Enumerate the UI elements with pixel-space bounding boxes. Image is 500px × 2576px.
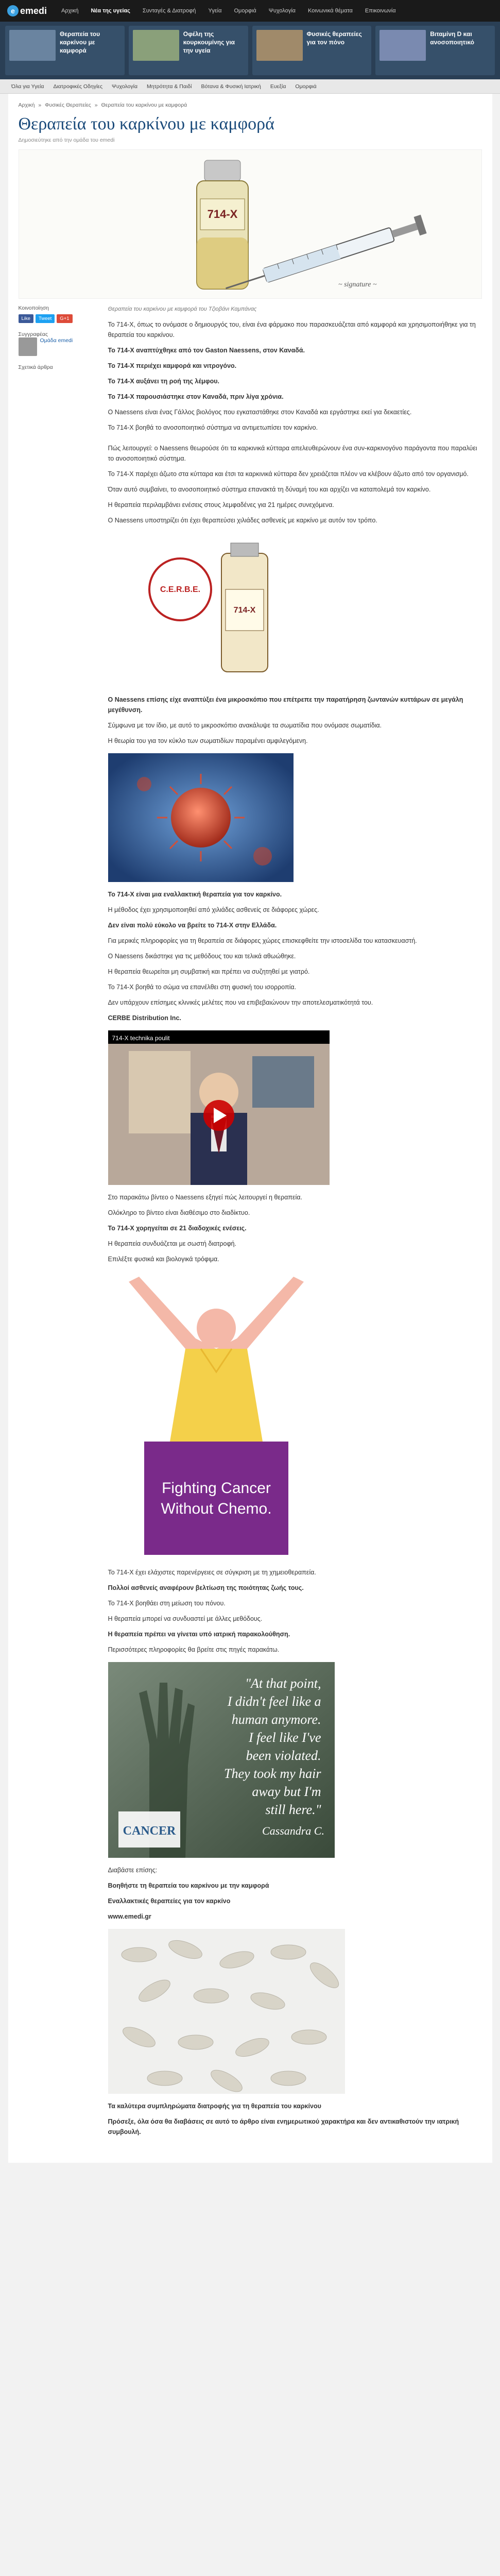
quote-image bbox=[108, 1662, 335, 1858]
paragraph: Η θεωρία του για τον κύκλο των σωματιδίων παραμένει αμφιλεγόμενη. bbox=[108, 737, 308, 744]
paragraph: Όταν αυτό συμβαίνει, το ανοσοποιητικό σύστημα επανακτά τη δύναμή του και αρχίζει να καταπολεμά τον καρκίνο. bbox=[108, 485, 431, 493]
quote-author: Cassandra C. bbox=[262, 1824, 324, 1837]
logo-text: emedi bbox=[20, 5, 47, 16]
promo-thumbnail bbox=[133, 30, 179, 61]
article-layout bbox=[19, 305, 482, 2142]
subnav-item[interactable]: Ευεξία bbox=[270, 83, 286, 90]
video-label: CERBE Distribution Inc. bbox=[108, 1014, 181, 1022]
vial-syringe-illustration bbox=[19, 150, 482, 299]
subnav-item[interactable]: Ψυχολογία bbox=[112, 83, 138, 90]
paragraph: Ο Naessens υποστηρίζει ότι έχει θεραπεύσει χιλιάδες ασθενείς με καρκίνο με αυτόν τον τρόπο. bbox=[108, 516, 377, 524]
nav-item-beauty[interactable]: Ομορφιά bbox=[234, 8, 256, 14]
related-link[interactable]: www.emedi.gr bbox=[108, 1912, 151, 1920]
disclaimer: Πρόσεξε, όλα όσα θα διαβάσεις σε αυτό το άρθρο είναι ενημερωτικού χαρακτήρα και δεν αντικαθιστούν την ιατρική συμβουλή. bbox=[108, 2117, 459, 2136]
nav-item-psychology[interactable]: Ψυχολογία bbox=[268, 8, 296, 14]
figure-poster bbox=[108, 1272, 482, 1560]
svg-text:714-X: 714-X bbox=[233, 605, 255, 615]
related-link[interactable]: Εναλλακτικές θεραπείες για τον καρκίνο bbox=[108, 1897, 231, 1905]
quote-line: still here." bbox=[265, 1802, 321, 1817]
paragraph: Ο Naessens είναι ένας Γάλλος βιολόγος που εγκαταστάθηκε στον Καναδά και εργάστηκε εκεί για δεκαετίες. bbox=[108, 408, 412, 416]
quote-line: human anymore. bbox=[231, 1711, 321, 1727]
paragraph: Διαβάστε επίσης: bbox=[108, 1866, 158, 1874]
nav-item-contact[interactable]: Επικοινωνία bbox=[365, 8, 396, 14]
promo-title: Οφέλη της κουρκουμίνης για την υγεία bbox=[183, 30, 235, 55]
promo-card[interactable] bbox=[5, 26, 125, 75]
quote-line: I feel like I've bbox=[248, 1730, 321, 1745]
paragraph: Το 714-Χ αναπτύχθηκε από τον Gaston Naessens, στον Καναδά. bbox=[108, 346, 305, 354]
svg-text:714-X: 714-X bbox=[207, 208, 237, 221]
cerbe-vial-illustration bbox=[108, 533, 304, 687]
video-embed[interactable] bbox=[108, 1030, 482, 1185]
share-block bbox=[19, 305, 96, 323]
paragraph: Το 714-Χ είναι μια εναλλακτική θεραπεία για τον καρκίνο. bbox=[108, 890, 282, 898]
nav-item-health-news[interactable]: Νέα της υγείας bbox=[91, 8, 130, 14]
paragraph: Περισσότερες πληροφορίες θα βρείτε στις πηγές παρακάτω. bbox=[108, 1646, 280, 1653]
breadcrumb-category[interactable]: Φυσικές Θεραπείες bbox=[45, 102, 91, 108]
breadcrumb-separator: » bbox=[38, 102, 42, 108]
article-title: Θεραπεία του καρκίνου με καμφορά bbox=[18, 114, 274, 133]
article-container bbox=[8, 94, 492, 2163]
paragraph: Δεν είναι πολύ εύκολο να βρείτε το 714-Χ στην Ελλάδα. bbox=[108, 921, 277, 929]
nav-item-health[interactable]: Υγεία bbox=[208, 8, 222, 14]
subnav-item[interactable]: Όλα για Υγεία bbox=[11, 83, 44, 90]
paragraph: Η θεραπεία περιλαμβάνει ενέσεις στους λεμφαδένες για 21 ημέρες συνεχόμενα. bbox=[108, 501, 334, 509]
facebook-like-button[interactable]: Like bbox=[19, 314, 33, 323]
video-player[interactable] bbox=[108, 1030, 330, 1185]
paragraph: Ο Naessens επίσης είχε αναπτύξει ένα μικροσκόπιο που επέτρεπε την παρατήρηση ζωντανών κυττάρων σε μεγάλη μεγέθυνση. bbox=[108, 696, 463, 714]
cerbe-image bbox=[108, 533, 304, 687]
paragraph: Η θεραπεία συνδυάζεται με σωστή διατροφή. bbox=[108, 1240, 236, 1247]
tweet-button[interactable]: Tweet bbox=[36, 314, 55, 323]
subnav-item[interactable]: Μητρότητα & Παιδί bbox=[147, 83, 192, 90]
subnav-item[interactable]: Ομορφιά bbox=[295, 83, 317, 90]
paragraph: Στο παρακάτω βίντεο ο Naessens εξηγεί πώς λειτουργεί η θεραπεία. bbox=[108, 1193, 302, 1201]
paragraph: Το 714-Χ παρουσιάστηκε στον Καναδά, πριν λίγα χρόνια. bbox=[108, 393, 284, 400]
image-caption: Θεραπεία του καρκίνου με καμφορά του Τζιοβάνι Καμπάνας bbox=[108, 306, 257, 312]
site-logo[interactable] bbox=[7, 5, 47, 16]
promo-strip bbox=[0, 22, 500, 79]
video-thumbnail bbox=[108, 1030, 330, 1185]
subnav-item[interactable]: Διατροφικές Οδηγίες bbox=[53, 83, 103, 90]
related-link[interactable]: Βοηθήστε τη θεραπεία του καρκίνου με την καμφορά bbox=[108, 1882, 269, 1889]
quote-line: They took my hair bbox=[223, 1766, 321, 1781]
author-box[interactable] bbox=[19, 337, 96, 356]
promo-card[interactable] bbox=[252, 26, 372, 75]
avatar bbox=[19, 337, 37, 356]
figure-pills bbox=[108, 1929, 482, 2094]
subnav-item[interactable]: Βότανα & Φυσική Ιατρική bbox=[201, 83, 261, 90]
paragraph: Το 714-Χ βοηθά το ανοσοποιητικό σύστημα να αντιμετωπίσει τον καρκίνο. bbox=[108, 423, 318, 431]
share-label: Κοινοποίηση bbox=[18, 305, 49, 311]
figure-cell bbox=[108, 753, 482, 882]
promo-thumbnail bbox=[256, 30, 303, 61]
author-block bbox=[19, 331, 96, 356]
paragraph: Για μερικές πληροφορίες για τη θεραπεία σε διάφορες χώρες επισκεφθείτε την ιστοσελίδα του κατασκευαστή. bbox=[108, 937, 417, 944]
paragraph: Το 714-Χ περιέχει καμφορά και νιτρογόνο. bbox=[108, 362, 237, 369]
paragraph: Η μέθοδος έχει χρησιμοποιηθεί από χιλιάδες ασθενείς σε διάφορες χώρες. bbox=[108, 906, 319, 913]
quote-line: "At that point, bbox=[245, 1675, 321, 1691]
promo-thumbnail bbox=[9, 30, 56, 61]
quote-line: I didn't feel like a bbox=[227, 1693, 321, 1709]
paragraph: Επιλέξτε φυσικά και βιολογικά τρόφιμα. bbox=[108, 1255, 219, 1263]
promo-card[interactable] bbox=[375, 26, 495, 75]
pills-image bbox=[108, 1929, 345, 2094]
promo-thumbnail bbox=[380, 30, 426, 61]
paragraph: Το 714-Χ χορηγείται σε 21 διαδοχικές ενέσεις. bbox=[108, 1224, 247, 1232]
hero-image bbox=[19, 149, 482, 299]
quote-brand: CANCER bbox=[123, 1824, 176, 1838]
promo-title: Θεραπεία του καρκίνου με καμφορά bbox=[60, 30, 100, 55]
svg-text:~ signature ~: ~ signature ~ bbox=[338, 281, 377, 289]
nav-item-home[interactable]: Αρχική bbox=[61, 8, 79, 14]
video-title: 714-X technika poulit bbox=[108, 1030, 330, 1044]
quote-line: been violated. bbox=[246, 1748, 321, 1763]
paragraph: Ο Naessens δικάστηκε για τις μεθόδους του και τελικά αθωώθηκε. bbox=[108, 952, 296, 960]
paragraph: Το 714-Χ παρέχει άζωτο στα κύτταρα και έτσι τα καρκινικά κύτταρα δεν χρειάζεται πλέον να κλέβουν άζωτο από τον οργανισμό. bbox=[108, 470, 469, 478]
cerbe-logo-text: C.E.R.B.E. bbox=[160, 585, 200, 594]
promo-card[interactable] bbox=[129, 26, 248, 75]
promo-title: Βιταμίνη D και ανοσοποιητικό bbox=[430, 30, 474, 46]
figure-quote bbox=[108, 1662, 482, 1858]
breadcrumb-current: Θεραπεία του καρκίνου με καμφορά bbox=[101, 102, 187, 108]
related-block bbox=[19, 364, 96, 370]
fighting-cancer-poster bbox=[108, 1272, 324, 1560]
paragraph: Πολλοί ασθενείς αναφέρουν βελτίωση της ποιότητας ζωής τους. bbox=[108, 1584, 304, 1591]
google-plus-button[interactable]: G+1 bbox=[57, 314, 72, 323]
paragraph: Το 714-Χ, όπως το ονόμασε ο δημιουργός του, είναι ένα φάρμακο που παρασκευάζεται από καμφορά και χρησιμοποιήθηκε για τη θεραπεία του καρκίνου. bbox=[108, 320, 476, 338]
paragraph: Το 714-Χ αυξάνει τη ροή της λέμφου. bbox=[108, 377, 219, 385]
breadcrumb-home[interactable]: Αρχική bbox=[18, 102, 35, 108]
sub-navigation bbox=[0, 79, 500, 94]
paragraph: Δεν υπάρχουν επίσημες κλινικές μελέτες που να επιβεβαιώνουν την αποτελεσματικότητά του. bbox=[108, 998, 373, 1006]
poster-line-2: Without Chemo. bbox=[160, 1500, 272, 1517]
cancer-cell-image bbox=[108, 753, 294, 882]
breadcrumb bbox=[19, 102, 482, 108]
poster-line-1: Fighting Cancer bbox=[161, 1479, 271, 1497]
paragraph: Η θεραπεία πρέπει να γίνεται υπό ιατρική παρακολούθηση. bbox=[108, 1630, 290, 1638]
paragraph: Ολόκληρο το βίντεο είναι διαθέσιμο στο διαδίκτυο. bbox=[108, 1209, 250, 1216]
quote-line: away but I'm bbox=[251, 1784, 321, 1799]
paragraph: Τα καλύτερα συμπληρώματα διατροφής για τη θεραπεία του καρκίνου bbox=[108, 2102, 321, 2110]
author-name: Ομάδα emedi bbox=[40, 337, 73, 344]
article-meta: Δημοσιεύτηκε από την ομάδα του emedi bbox=[18, 137, 115, 143]
author-label: Συγγραφέας bbox=[18, 331, 48, 337]
poster-illustration bbox=[108, 1272, 324, 1560]
promo-title: Φυσικές θεραπείες για τον πόνο bbox=[306, 30, 362, 46]
paragraph: Σύμφωνα με τον ίδιο, με αυτό το μικροσκόπιο ανακάλυψε τα σωματίδια που ονόμασε σωματίδια. bbox=[108, 721, 382, 729]
quote-illustration bbox=[108, 1662, 335, 1858]
article-sidebar bbox=[19, 305, 96, 2142]
paragraph: Πώς λειτουργεί: ο Naessens θεωρούσε ότι τα καρκινικά κύτταρα απελευθερώνουν ένα συν-καρκινογόνο παράγοντα που παραλύει το ανοσοποιητικό σύστημα. bbox=[108, 444, 477, 462]
breadcrumb-separator: » bbox=[94, 102, 98, 108]
cancer-cell-illustration bbox=[108, 753, 294, 882]
paragraph: Η θεραπεία μπορεί να συνδυαστεί με άλλες μεθόδους. bbox=[108, 1615, 263, 1622]
logo-mark: e bbox=[7, 5, 19, 16]
figure-cerbe bbox=[108, 533, 482, 687]
nav-item-recipes[interactable]: Συνταγές & Διατροφή bbox=[142, 8, 196, 14]
article-body bbox=[108, 305, 482, 2142]
paragraph: Το 714-Χ βοηθάει στη μείωση του πόνου. bbox=[108, 1599, 226, 1607]
nav-item-social[interactable]: Κοινωνικά θέματα bbox=[308, 8, 353, 14]
paragraph: Το 714-Χ βοηθά το σώμα να επανέλθει στη φυσική του ισορροπία. bbox=[108, 983, 297, 991]
top-navigation bbox=[0, 0, 500, 22]
share-buttons bbox=[19, 314, 96, 323]
related-label: Σχετικά άρθρα bbox=[18, 364, 53, 370]
paragraph: Το 714-Χ έχει ελάχιστες παρενέργειες σε σύγκριση με τη χημειοθεραπεία. bbox=[108, 1568, 316, 1576]
paragraph: Η θεραπεία θεωρείται μη συμβατική και πρέπει να συζητηθεί με γιατρό. bbox=[108, 968, 310, 975]
pills-illustration bbox=[108, 1929, 345, 2094]
